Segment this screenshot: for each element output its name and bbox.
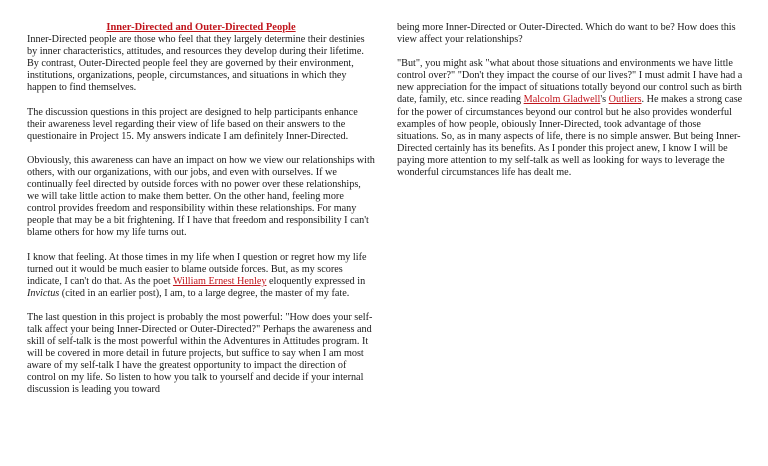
paragraph-4-text-a: I know that feeling. At those times in my life when I question or regret how my life turned out it would be much easier to blame outside forces. But, as my scores indicate, I can't do that. As the poet	[27, 251, 367, 287]
paragraph-6: being more Inner-Directed or Outer-Directed. Which do want to be? How does this view affect your relationships?	[397, 22, 736, 46]
paragraph-4-text-c: (cited in an earlier post), I am, to a large degree, the master of my fate.	[59, 287, 350, 299]
gladwell-link[interactable]: Malcolm Gladwell	[523, 94, 601, 106]
paragraph-7-text-a: "But", you might ask "what about those situations and environments we have little control over?" "Don't they impact the course of our lives?" I must admit I have had a new appreciation for the impact of situations totally beyond our control such as birth date, family, etc. since reading	[397, 58, 743, 106]
paragraph-4-text-b: eloquently expressed in	[266, 275, 366, 287]
article-title: Inner-Directed and Outer-Directed People	[106, 22, 296, 33]
paragraph-5: The last question in this project is probably the most powerful: "How does your self-talk affect your being Inner-Directed or Outer-Directed?" Perhaps the awareness and skill of self-talk is the most powerful within the Adventures in Attitudes program. It will be covered in more detail in future projects, but suffice to say when I am most aware of my self-talk I have the greatest opportunity to impact the direction of control on my life. So listen to how you talk to yourself and decide if your internal discussion is leading you toward	[27, 311, 373, 396]
paragraph-3: Obviously, this awareness can have an impact on how we view our relationships with others, with our organizations, with our jobs, and even with ourselves. If we continually feel directed by outside forces with no power over these relationships, we will take little action to make them better. On the other hand, feeling more control provides freedom and responsibility within these relationships. For many people that may be a bit frightening. If I have that freedom and responsibility I can't blame others for how my life turns out.	[27, 154, 375, 239]
paragraph-7-text-c: . He makes a strong case for the power of circumstances beyond our control but he also provides wonderful examples of how people, obiously Inner-Directed, took advantage of those situations. So, as in many aspects of life, there is no simple answer. But being Inner-Directed certainly has its benefits. As I ponder this project anew, I know I will be paying more attention to my self-talk as well as looking for ways to leverage the wonderful circumstances life has dealt me.	[397, 94, 743, 179]
invictus-title: Invictus	[27, 287, 60, 299]
left-column	[27, 22, 375, 409]
right-column	[397, 22, 745, 191]
paragraph-7-text-b: 's	[600, 94, 609, 106]
outliers-link[interactable]: Outliers	[608, 94, 642, 106]
henley-link[interactable]: William Ernest Henley	[172, 275, 267, 287]
paragraph-1: Inner-Directed people are those who feel that they largely determine their destinies by inner characteristics, attitudes, and resources they develop during their lifetime. By contrast, Outer-Directed people feel they are governed by their environment, institutions, organizations, people, circumstances, and situations in which they happen to find themselves.	[27, 34, 365, 94]
paragraph-7	[397, 58, 745, 179]
paragraph-4	[27, 252, 375, 300]
paragraph-2: The discussion questions in this project are designed to help participants enhance their awareness level regarding their view of life based on their answers to the questionaire in Project 15. My answers indicate I am definitely Inner-Directed.	[27, 106, 358, 142]
